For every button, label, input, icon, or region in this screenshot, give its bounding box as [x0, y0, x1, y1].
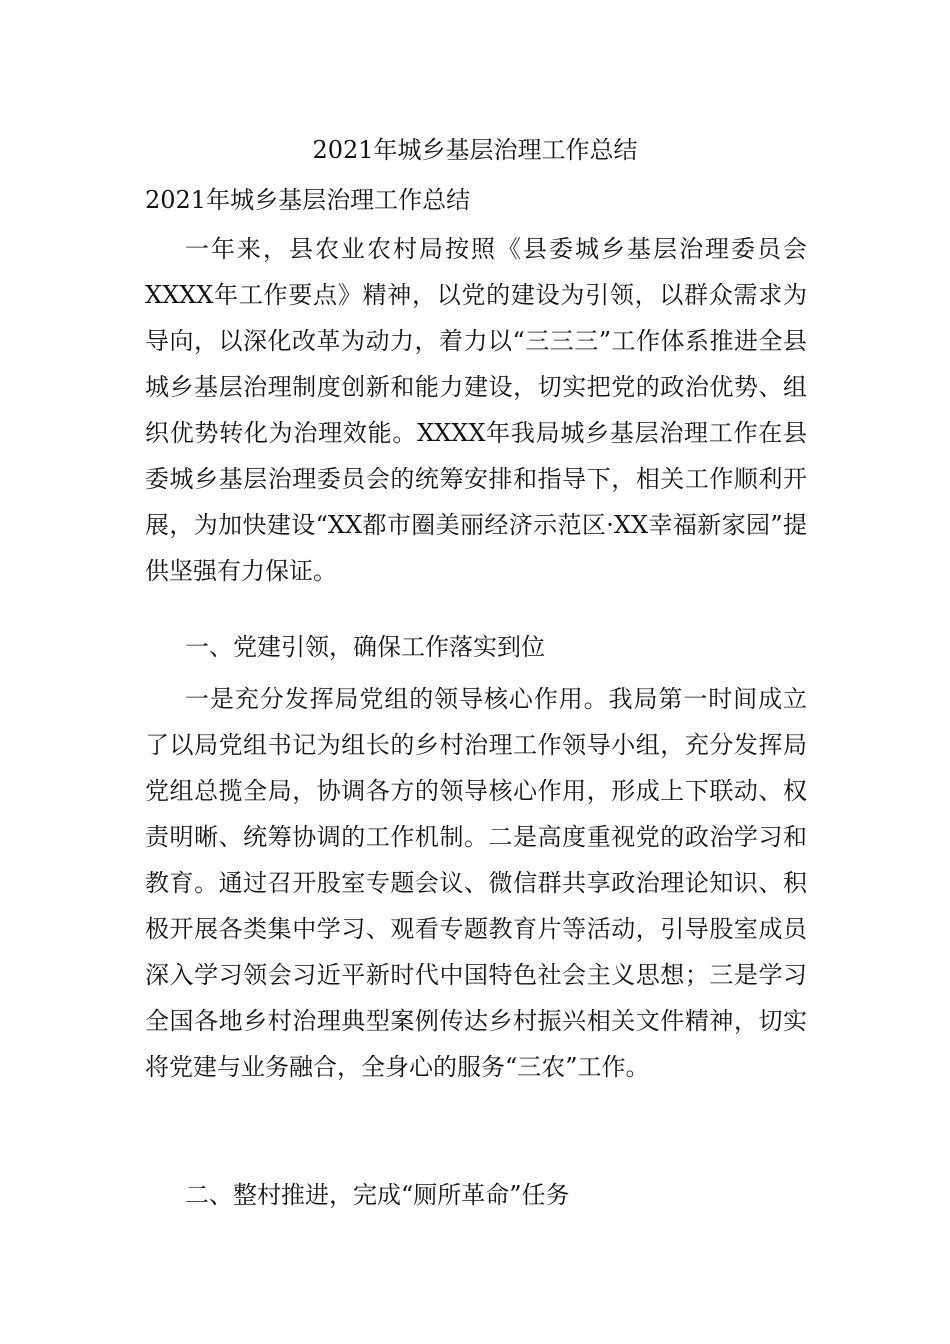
document-title: 2021年城乡基层治理工作总结 — [312, 136, 638, 164]
paragraph-intro: 一年来，县农业农村局按照《县委城乡基层治理委员会XXXX年工作要点》精神，以党的建设为引领，以群众需求为导向，以深化改革为动力，着力以“三三三”工作体系推进全县城乡基层治理制度创新和能力建设，切实把党的政治优势、组织优势转化为治理效能。XXXX年我局城乡基层治理工作在县委城乡基层治理委员会的统筹安排和指导下，相关工作顺利开展，为加快建设“XX都市圈美丽经济示范区·XX幸福新家园”提供坚强有力保证。 — [145, 235, 807, 585]
section-heading-1: 一、党建引领，确保工作落实到位 — [185, 633, 545, 661]
paragraph-section-1: 一是充分发挥局党组的领导核心作用。我局第一时间成立了以局党组书记为组长的乡村治理工作领导小组，充分发挥局党组总揽全局，协调各方的领导核心作用，形成上下联动、权责明晰、统筹协调的工作机制。二是高度重视党的政治学习和教育。通过召开股室专题会议、微信群共享政治理论知识、积极开展各类集中学习、观看专题教育片等活动，引导股室成员深入学习领会习近平新时代中国特色社会主义思想；三是学习全国各地乡村治理典型案例传达乡村振兴相关文件精神，切实将党建与业务融合，全身心的服务“三农”工作。 — [145, 685, 807, 1081]
document-subtitle: 2021年城乡基层治理工作总结 — [145, 186, 471, 214]
section-heading-2: 二、整村推进，完成“厕所革命”任务 — [185, 1181, 570, 1209]
